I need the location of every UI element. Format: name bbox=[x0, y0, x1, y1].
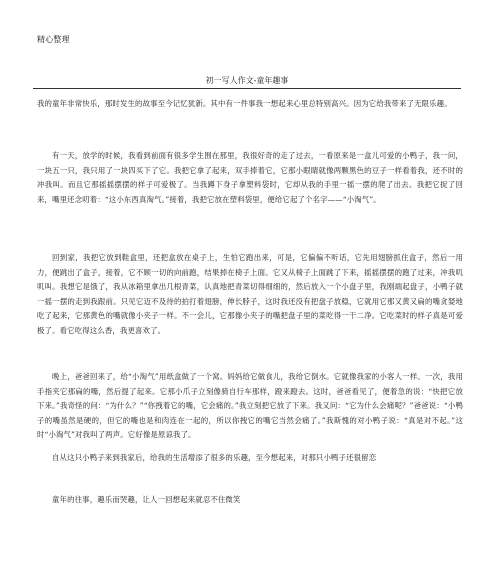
paragraph-buying-duck: 有一天，放学的时候，我看到前面有很多学生围在那里，我很好奇的走了过去，一看原来是一盒儿可爱的小鸭子，我一问，一块五一只，我只用了一块四买下了它。我把它拿了起来，双手捧着它，它那小眼睛就像两颗黑色的豆子一样看着我，还不时的冲我叫。而且它那摇摇摆摆的样子可爱极了。当我蹲下身子拿塑料袋时，它却从我的手里一摇一摆的爬了出去。我把它捉了回来，嘴里还念叨着：“这小东西真淘气。”接着，我把它放在塑料袋里，便给它起了个名字——“小淘气”。 bbox=[37, 151, 463, 204]
paragraph-conclusion: 自从这只小鸭子来到我家后，给我的生活增添了很多的乐趣，至今想起来，对那只小鸭子还很留恋 bbox=[52, 453, 377, 462]
paragraph-evening: 晚上，爸爸回来了，给“小淘气”用纸盒做了一个窝。妈妈给它做食儿，我给它倒水。它就像我家的小客人一样。一次，我用手指夹它那扁的嘴，然后提了起来。它那小爪子立刻像骑自行车那样，蹬来蹬去。这时，爸爸看见了，便着急的说：“快把它放下来。”我奇怪的问：“为什么？”“你拽着它的嘴，它会痛的。”我立刻把它放了下来。我又问：“它为什么会痛呢？”爸爸说：“小鸭子的嘴虽然是硬的，但它的嘴也是和肉连在一起的，所以你拽它的嘴它当然会痛了。”我斯愧的对小鸭子说：“真是对不起。”这时“小淘气”对我叫了两声。它好像是原谅我了。 bbox=[37, 372, 463, 439]
paragraph-closing: 童年的往事，趣乐而哭趣，让人一回想起来就忍不住微笑 bbox=[52, 495, 241, 504]
paragraph-feeding-duck: 回到家，我把它放到鞋盒里，还把盒放在桌子上，生怕它跑出来，可是，它偏偏不听话，它先用翅膀抓住盒子，然后一用力，便跳出了盒子，接着，它不顾一切的向前跑，结果掉在椅子上面。它又从椅子上面跳了下来，摇摇摆摆的跑了过来，冲我叽叽叫。我想它是饿了，我从冰箱里拿出几根青菜，认真地把青菜切得细细的，然后放入一个小盘子里，我刚端起盘子，小鸭子就一摇一摆的走到我跟前。只见它迈不及待的拍打着翅膀，伸长脖子，这时我还没有把盘子放稳，它就用它那又黄又扁的嘴贪婪地吃了起来，它那黄色的嘴就像小夹子一样。不一会儿，它那像小夹子的嘴把盘子里的菜吃得一干二净。它吃菜时的样子真是可爱极了。看它吃得这么香，我更喜欢了。 bbox=[37, 253, 463, 335]
paragraph-intro: 我的童年非常快乐，那时发生的故事至今记忆犹新。其中有一件事我一想起来心里总特别高兴。因为它给我带来了无限乐趣。 bbox=[37, 99, 452, 108]
document-title: 初一写人作文-童年趣事 bbox=[33, 76, 461, 89]
page-header-label: 精心整理 bbox=[37, 35, 70, 44]
